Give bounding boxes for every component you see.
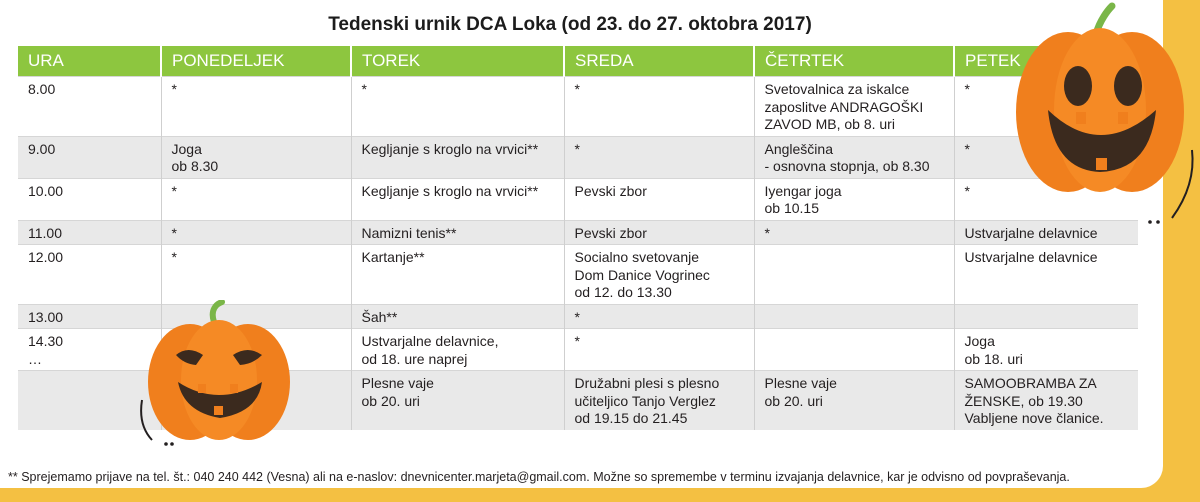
table-cell: * bbox=[564, 304, 754, 329]
table-cell bbox=[754, 245, 954, 305]
table-row bbox=[18, 245, 1138, 305]
column-header: PONEDELJEK bbox=[161, 46, 351, 77]
table-row bbox=[18, 220, 1138, 245]
column-header: SREDA bbox=[564, 46, 754, 77]
table-cell bbox=[754, 329, 954, 371]
table-cell: Ustvarjalne delavnice bbox=[954, 245, 1138, 305]
table-cell: Namizni tenis** bbox=[351, 220, 564, 245]
table-cell: SAMOOBRAMBA ZA ŽENSKE, ob 19.30 Vabljene nove članice. bbox=[954, 371, 1138, 430]
column-header: URA bbox=[18, 46, 161, 77]
schedule-title: Tedenski urnik DCA Loka (od 23. do 27. oktobra 2017) bbox=[328, 14, 812, 35]
table-cell: * bbox=[161, 220, 351, 245]
table-cell: Socialno svetovanje Dom Danice Vogrinec od 12. do 13.30 bbox=[564, 245, 754, 305]
table-cell bbox=[954, 304, 1138, 329]
table-cell: Šah** bbox=[351, 304, 564, 329]
table-cell: * bbox=[161, 245, 351, 305]
table-row bbox=[18, 77, 1138, 137]
table-cell: Joga ob 18. uri bbox=[954, 329, 1138, 371]
table-cell: 13.00 bbox=[18, 304, 161, 329]
table-cell: * bbox=[954, 136, 1138, 178]
table-cell bbox=[754, 304, 954, 329]
table-cell: 14.30 … bbox=[18, 329, 161, 371]
table-cell: Pevski zbor bbox=[564, 220, 754, 245]
table-row bbox=[18, 136, 1138, 178]
table-cell: 8.00 bbox=[18, 77, 161, 137]
column-header: ČETRTEK bbox=[754, 46, 954, 77]
table-cell: Družabni plesi s plesno učiteljico Tanjo Verglez od 19.15 do 21.45 bbox=[564, 371, 754, 430]
table-cell: * bbox=[954, 178, 1138, 220]
pumpkin-large-icon bbox=[1000, 0, 1200, 230]
table-cell: * bbox=[351, 77, 564, 137]
table-cell: Plesne vaje ob 20. uri bbox=[351, 371, 564, 430]
table-cell: Ustvarjalne delavnice bbox=[954, 220, 1138, 245]
table-cell: 9.00 bbox=[18, 136, 161, 178]
table-cell: * bbox=[564, 329, 754, 371]
table-cell: 11.00 bbox=[18, 220, 161, 245]
column-header: TOREK bbox=[351, 46, 564, 77]
table-row bbox=[18, 178, 1138, 220]
table-cell: Joga ob 8.30 bbox=[161, 136, 351, 178]
table-cell: Kegljanje s kroglo na vrvici** bbox=[351, 178, 564, 220]
table-cell: Angleščina - osnovna stopnja, ob 8.30 bbox=[754, 136, 954, 178]
footer-note: ** Sprejemamo prijave na tel. št.: 040 240 442 (Vesna) ali na e-naslov: dnevnicenter.marjeta@gmail.com. Možne so spremembe v terminu izvajanja delavnice, kar je odvisno od povpraševanja. bbox=[8, 470, 1070, 484]
table-cell: * bbox=[564, 77, 754, 137]
table-cell: * bbox=[754, 220, 954, 245]
pumpkin-small-icon bbox=[138, 300, 303, 455]
table-cell: Kegljanje s kroglo na vrvici** bbox=[351, 136, 564, 178]
table-cell: Kartanje** bbox=[351, 245, 564, 305]
table-cell: Ustvarjalne delavnice, od 18. ure naprej bbox=[351, 329, 564, 371]
table-cell: * bbox=[161, 77, 351, 137]
header-row bbox=[18, 46, 1138, 77]
table-cell: 10.00 bbox=[18, 178, 161, 220]
table-cell: * bbox=[161, 178, 351, 220]
table-cell: 12.00 bbox=[18, 245, 161, 305]
column-header: PETEK bbox=[954, 46, 1138, 77]
table-cell: * bbox=[954, 77, 1138, 137]
table-cell: Plesne vaje ob 20. uri bbox=[754, 371, 954, 430]
table-cell: Svetovalnica za iskalce zaposlitve ANDRAGOŠKI ZAVOD MB, ob 8. uri bbox=[754, 77, 954, 137]
table-cell: * bbox=[564, 136, 754, 178]
table-cell: Pevski zbor bbox=[564, 178, 754, 220]
table-cell: Iyengar joga ob 10.15 bbox=[754, 178, 954, 220]
